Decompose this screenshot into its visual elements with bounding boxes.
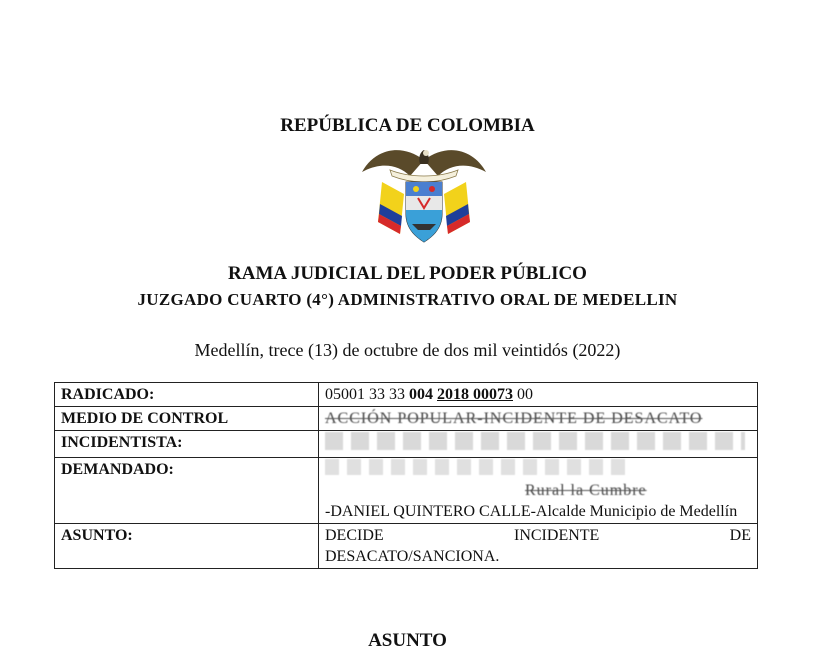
date-line: Medellín, trece (13) de octubre de dos mil veintidós (2022): [194, 340, 621, 360]
section-heading: ASUNTO: [368, 630, 447, 651]
coat-of-arms-seal: [360, 142, 488, 250]
incidentista-value: [319, 431, 758, 458]
medio-label: MEDIO DE CONTROL: [55, 407, 319, 431]
medio-value: ACCIÓN POPULAR-INCIDENTE DE DESACATO: [319, 407, 758, 431]
table-row: [55, 407, 758, 431]
case-info-table: [54, 382, 758, 569]
judicial-branch-heading: RAMA JUDICIAL DEL PODER PÚBLICO: [228, 263, 587, 284]
incidentista-label: INCIDENTISTA:: [55, 431, 319, 458]
radicado-value: 05001 33 33 004 2018 00073 00: [319, 383, 758, 407]
table-row: [55, 431, 758, 458]
demandado-label: DEMANDADO:: [55, 458, 319, 524]
table-row: [55, 524, 758, 569]
demandado-value: Rural la Cumbre -DANIEL QUINTERO CALLE-Alcalde Municipio de Medellín: [319, 458, 758, 524]
radicado-label: RADICADO:: [55, 383, 319, 407]
asunto-label: ASUNTO:: [55, 524, 319, 569]
country-heading: REPÚBLICA DE COLOMBIA: [280, 115, 535, 136]
asunto-value: DECIDE INCIDENTE DE DESACATO/SANCIONA.: [319, 524, 758, 569]
court-heading: JUZGADO CUARTO (4°) ADMINISTRATIVO ORAL DE MEDELLIN: [137, 290, 678, 309]
table-row: [55, 383, 758, 407]
table-row: [55, 458, 758, 524]
